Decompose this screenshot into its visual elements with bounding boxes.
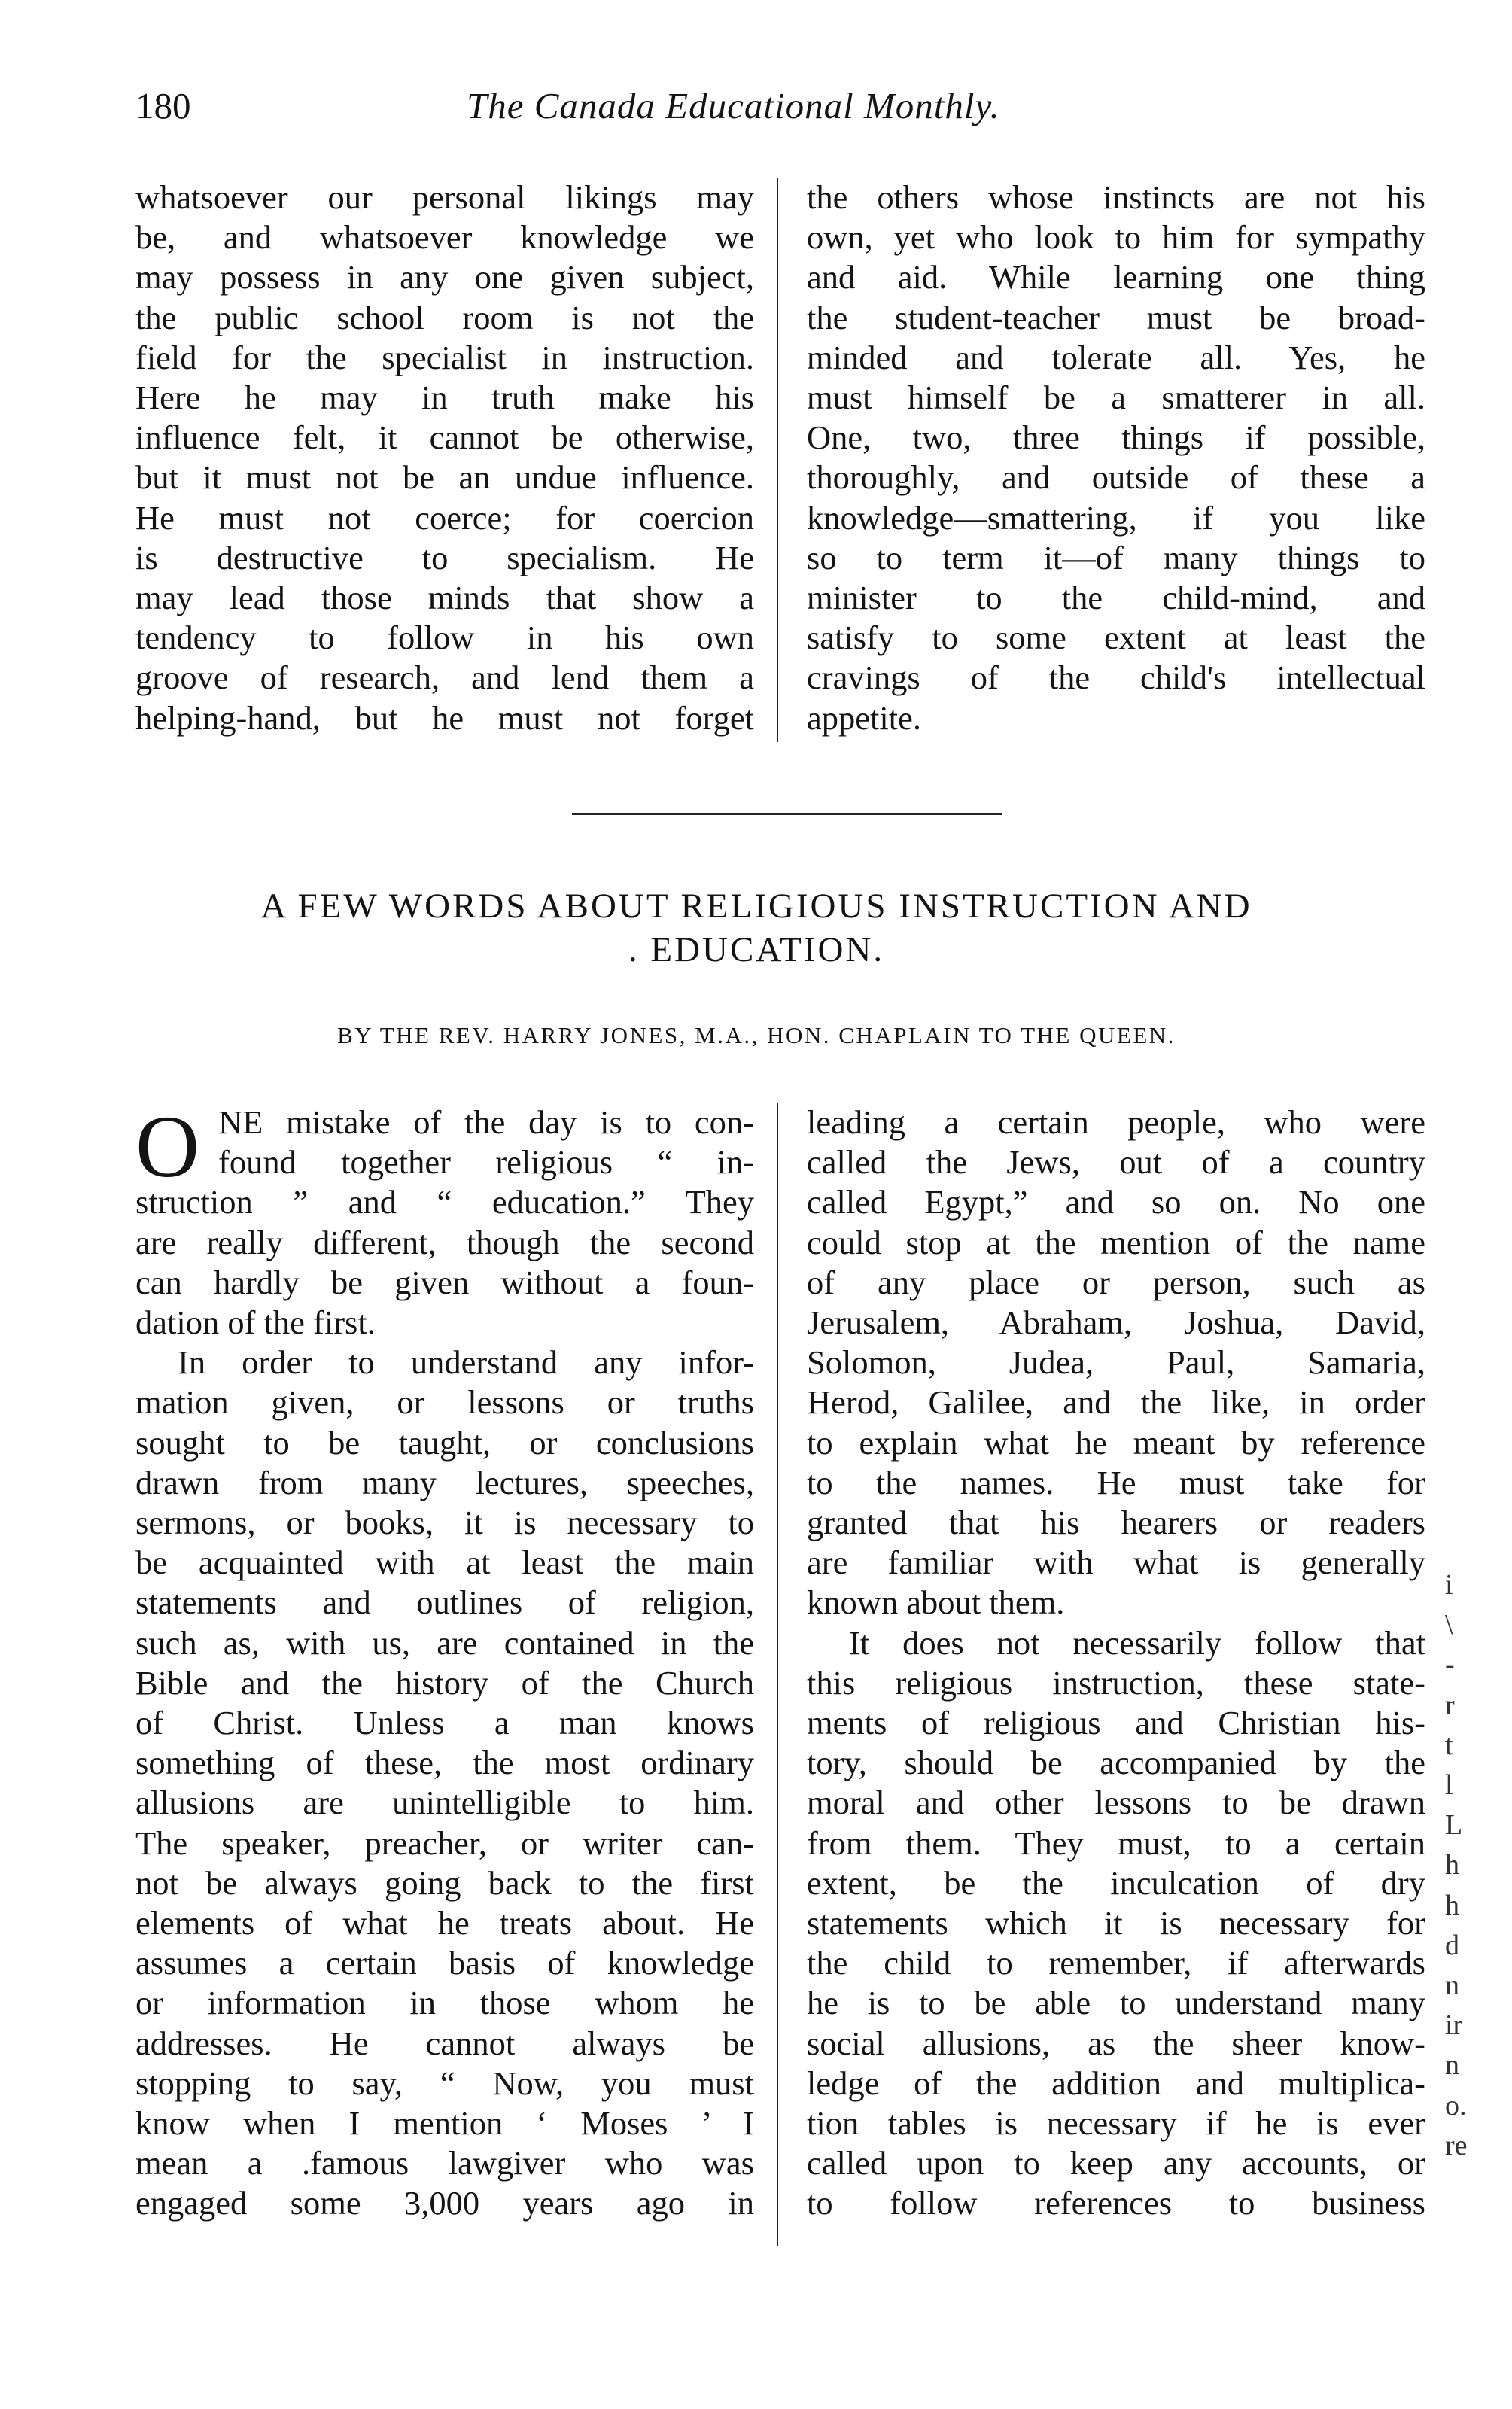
article-title [151,884,1362,972]
text-line: the others whose instincts are not his [807,178,1425,216]
text-line: statements which it is necessary for [807,1904,1425,1942]
text-line: something of these, the most ordinary [135,1744,754,1782]
bottom-left-column [135,1097,754,2224]
text-line: The speaker, preacher, or writer can- [135,1823,754,1862]
margin-fragment: h [1445,1889,1459,1921]
margin-fragment: L [1445,1809,1463,1842]
text-line: He must not coerce; for coercion [135,498,754,537]
text-line: drawn from many lectures, speeches, [135,1463,754,1501]
text-line: to explain what he meant by reference [807,1423,1425,1462]
right-margin-fragments [1445,1565,1490,2166]
text-line: the child to remember, if afterwards [807,1944,1425,1982]
text-line: moral and other lessons to be drawn [807,1784,1425,1822]
text-line: helping-hand, but he must not forget [135,698,754,737]
text-line: assumes a certain basis of knowledge [135,1944,754,1982]
text-line: own, yet who look to him for sympathy [807,218,1425,257]
text-line: extent, be the inculcation of dry [807,1863,1425,1902]
text-line: found together religious “ in- [218,1143,754,1182]
text-line: so to term it—of many things to [807,538,1425,576]
text-line: engaged some 3,000 years ago in [135,2184,754,2222]
top-left-column [135,178,754,738]
text-line: influence felt, it cannot be otherwise, [135,418,754,457]
text-line: must himself be a smatterer in all. [807,379,1425,417]
text-line: sought to be taught, or conclusions [135,1423,754,1462]
text-line: such as, with us, are contained in the [135,1623,754,1662]
text-line: may lead those minds that show a [135,579,754,617]
text-line: not be always going back to the first [135,1863,754,1902]
text-line: In order to understand any infor- [178,1343,754,1382]
text-line: can hardly be given without a foun- [135,1263,754,1301]
text-line: Solomon, Judea, Paul, Samaria, [807,1343,1425,1382]
text-line: mation given, or lessons or truths [135,1383,754,1422]
text-line: called Egypt,” and so on. No one [807,1183,1425,1221]
running-title: The Canada Educational Monthly. [467,85,1000,126]
text-line: ledge of the addition and multiplica- [807,2064,1425,2102]
text-line: appetite. [807,698,921,737]
margin-fragment: d [1445,1929,1459,1961]
text-line: tory, should be accompanied by the [807,1744,1425,1782]
margin-fragment: \ [1445,1609,1453,1641]
text-line: but it must not be an undue influence. [135,458,754,497]
margin-fragment: t [1445,1729,1453,1761]
text-line: ments of religious and Christian his- [807,1704,1425,1742]
margin-fragment: re [1445,2129,1468,2161]
text-line: Here he may in truth make his [135,379,754,417]
text-line: and aid. While learning one thing [807,258,1425,297]
text-line: groove of research, and lend them a [135,659,754,697]
text-line: It does not necessarily follow that [849,1623,1425,1662]
text-line: Bible and the history of the Church [135,1663,754,1702]
text-line: to follow references to business [807,2184,1425,2222]
column-divider-bottom [777,1103,778,2246]
margin-fragment: n [1445,2049,1459,2082]
text-line: know when I mention ‘ Moses ’ I [135,2104,754,2143]
text-line: Jerusalem, Abraham, Joshua, David, [807,1303,1425,1342]
text-line: or information in those whom he [135,1984,754,2022]
text-line: called upon to keep any accounts, or [807,2144,1425,2182]
text-line: statements and outlines of religion, [135,1583,754,1622]
text-line: is destructive to specialism. He [135,538,754,576]
page-number: 180 [135,85,191,126]
article-title-line-1: A FEW WORDS ABOUT RELIGIOUS INSTRUCTION AND [260,887,1252,926]
text-line: NE mistake of the day is to con- [218,1103,754,1141]
article-byline: BY THE REV. HARRY JONES, M.A., HON. CHAPLAIN TO THE QUEEN. [337,1022,1176,1048]
text-line: tendency to follow in his own [135,619,754,657]
text-line: known about them. [807,1583,1065,1622]
drop-cap: O [135,1097,200,1196]
text-line: leading a certain people, who were [807,1103,1425,1141]
text-line: dation of the first. [135,1303,376,1342]
text-line: are really different, though the second [135,1223,754,1261]
text-line: satisfy to some extent at least the [807,619,1425,657]
text-line: One, two, three things if possible, [807,418,1425,457]
text-line: from them. They must, to a certain [807,1823,1425,1862]
text-line: are familiar with what is generally [807,1544,1425,1582]
text-line: whatsoever our personal likings may [135,178,754,216]
text-line: of any place or person, such as [807,1263,1425,1301]
margin-fragment: h [1445,1849,1459,1881]
margin-fragment: - [1445,1649,1455,1681]
text-line: could stop at the mention of the name [807,1223,1425,1261]
text-line: knowledge—smattering, if you like [807,498,1425,537]
article-title-line-2: . EDUCATION. [628,930,885,969]
bottom-right-column [807,1103,1425,2224]
margin-fragment: l [1445,1769,1453,1802]
text-line: struction ” and “ education.” They [135,1183,754,1221]
text-line: sermons, or books, it is necessary to [135,1504,754,1542]
page-header [135,84,1385,137]
text-line: the student-teacher must be broad- [807,298,1425,336]
text-line: minded and tolerate all. Yes, he [807,338,1425,376]
text-line: of Christ. Unless a man knows [135,1704,754,1742]
text-line: elements of what he treats about. He [135,1904,754,1942]
text-line: may possess in any one given subject, [135,258,754,297]
text-line: social allusions, as the sheer know- [807,2024,1425,2062]
text-line: cravings of the child's intellectual [807,659,1425,697]
text-line: mean a .famous lawgiver who was [135,2144,754,2182]
margin-fragment: o. [1445,2089,1467,2122]
text-line: the public school room is not the [135,298,754,336]
text-line: he is to be able to understand many [807,1984,1425,2022]
column-divider-top [777,178,778,742]
text-line: thoroughly, and outside of these a [807,458,1425,497]
text-line: granted that his hearers or readers [807,1504,1425,1542]
top-right-column [807,178,1425,738]
text-line: field for the specialist in instruction. [135,338,754,376]
margin-fragment: ir [1445,2009,1463,2042]
section-separator-rule [572,813,1002,815]
text-line: this religious instruction, these state- [807,1663,1425,1702]
text-line: Herod, Galilee, and the like, in order [807,1383,1425,1422]
text-line: to the names. He must take for [807,1463,1425,1501]
text-line: allusions are unintelligible to him. [135,1784,754,1822]
text-line: minister to the child-mind, and [807,579,1425,617]
text-line: be acquainted with at least the main [135,1544,754,1582]
text-line: called the Jews, out of a country [807,1143,1425,1182]
margin-fragment: i [1445,1569,1453,1601]
text-line: tion tables is necessary if he is ever [807,2104,1425,2143]
text-line: stopping to say, “ Now, you must [135,2064,754,2102]
text-line: be, and whatsoever knowledge we [135,218,754,257]
margin-fragment: r [1445,1689,1455,1721]
margin-fragment: n [1445,1969,1459,2002]
text-line: addresses. He cannot always be [135,2024,754,2062]
